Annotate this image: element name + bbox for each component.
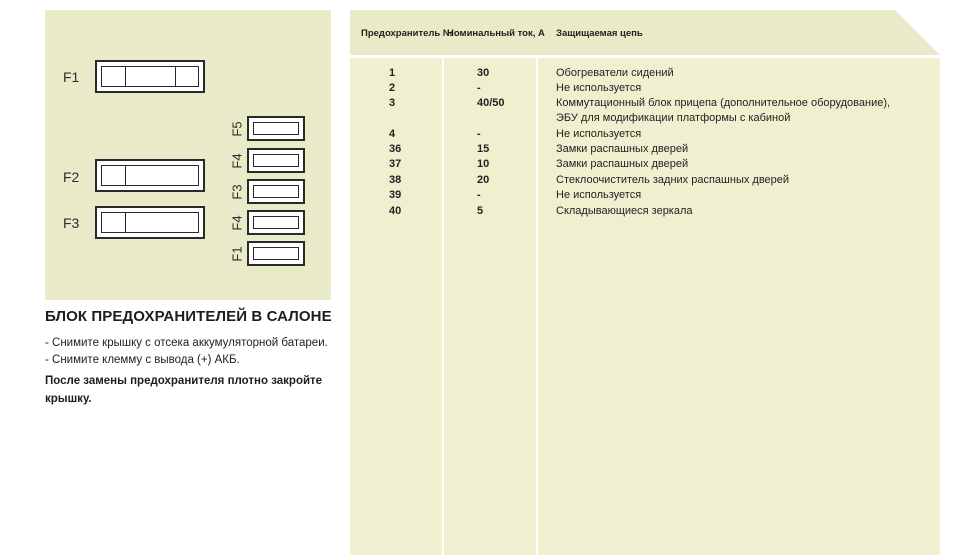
- cell-fuse: 39: [389, 189, 402, 201]
- cell-fuse: 40: [389, 205, 402, 217]
- column-divider-1: [442, 58, 444, 555]
- cell-fuse: 37: [389, 158, 402, 170]
- cell-circuit: Не используется: [556, 82, 642, 94]
- fuse-f1-small: [247, 241, 305, 266]
- table-body: [350, 58, 940, 555]
- cell-current: 20: [477, 174, 490, 186]
- fuse-f2-large: [95, 159, 205, 192]
- cell-current: 40/50: [477, 97, 505, 109]
- cell-current: 30: [477, 67, 490, 79]
- cell-circuit: Складывающиеся зеркала: [556, 205, 693, 217]
- section-title: БЛОК ПРЕДОХРАНИТЕЛЕЙ В САЛОНЕ: [45, 308, 332, 325]
- fuse-f4-small-bottom: [247, 210, 305, 235]
- cell-fuse: 36: [389, 143, 402, 155]
- cell-circuit: Не используется: [556, 189, 642, 201]
- fuse-box-diagram: [45, 10, 331, 300]
- vlabel-f5: F5: [229, 120, 245, 137]
- cell-circuit: Обогреватели сидений: [556, 67, 674, 79]
- header-rated-current: Номинальный ток, А: [447, 28, 545, 39]
- cell-current: 5: [477, 205, 484, 217]
- vlabel-f4-bottom: F4: [229, 214, 245, 231]
- column-divider-2: [536, 58, 538, 555]
- cell-fuse: 3: [389, 97, 396, 109]
- cell-current: 15: [477, 143, 490, 155]
- fuse-f1-large: [95, 60, 205, 93]
- vlabel-f3: F3: [229, 183, 245, 200]
- cell-circuit: Коммутационный блок прицепа (дополнительное оборудование),: [556, 97, 891, 109]
- cell-fuse: 4: [389, 128, 396, 140]
- header-fuse-number: Предохранитель №: [361, 28, 454, 39]
- cell-circuit-continued: ЭБУ для модификации платформы с кабиной: [556, 112, 791, 124]
- instruction-step-2: - Снимите клемму с вывода (+) АКБ.: [45, 354, 240, 366]
- header-protected-circuit: Защищаемая цепь: [556, 28, 643, 39]
- vlabel-f4-top: F4: [229, 152, 245, 169]
- cell-current: 10: [477, 158, 490, 170]
- cell-circuit: Не используется: [556, 128, 642, 140]
- cell-current: -: [477, 128, 481, 140]
- fuse-f3-small: [247, 179, 305, 204]
- cell-circuit: Стеклоочиститель задних распашных дверей: [556, 174, 790, 186]
- cell-fuse: 1: [389, 67, 396, 79]
- label-f1: F1: [63, 69, 80, 85]
- cell-current: -: [477, 82, 481, 94]
- instruction-step-1: - Снимите крышку с отсека аккумуляторной батареи.: [45, 337, 328, 349]
- fuse-f3-large: [95, 206, 205, 239]
- cell-current: -: [477, 189, 481, 201]
- cell-circuit: Замки распашных дверей: [556, 143, 689, 155]
- fuse-f5-small: [247, 116, 305, 141]
- cell-circuit: Замки распашных дверей: [556, 158, 689, 170]
- cell-fuse: 2: [389, 82, 396, 94]
- fuse-f4-small-top: [247, 148, 305, 173]
- cell-fuse: 38: [389, 174, 402, 186]
- vlabel-f1: F1: [229, 245, 245, 262]
- instruction-note: После замены предохранителя плотно закройте крышку.: [45, 375, 323, 405]
- label-f3: F3: [63, 215, 80, 231]
- label-f2: F2: [63, 169, 80, 185]
